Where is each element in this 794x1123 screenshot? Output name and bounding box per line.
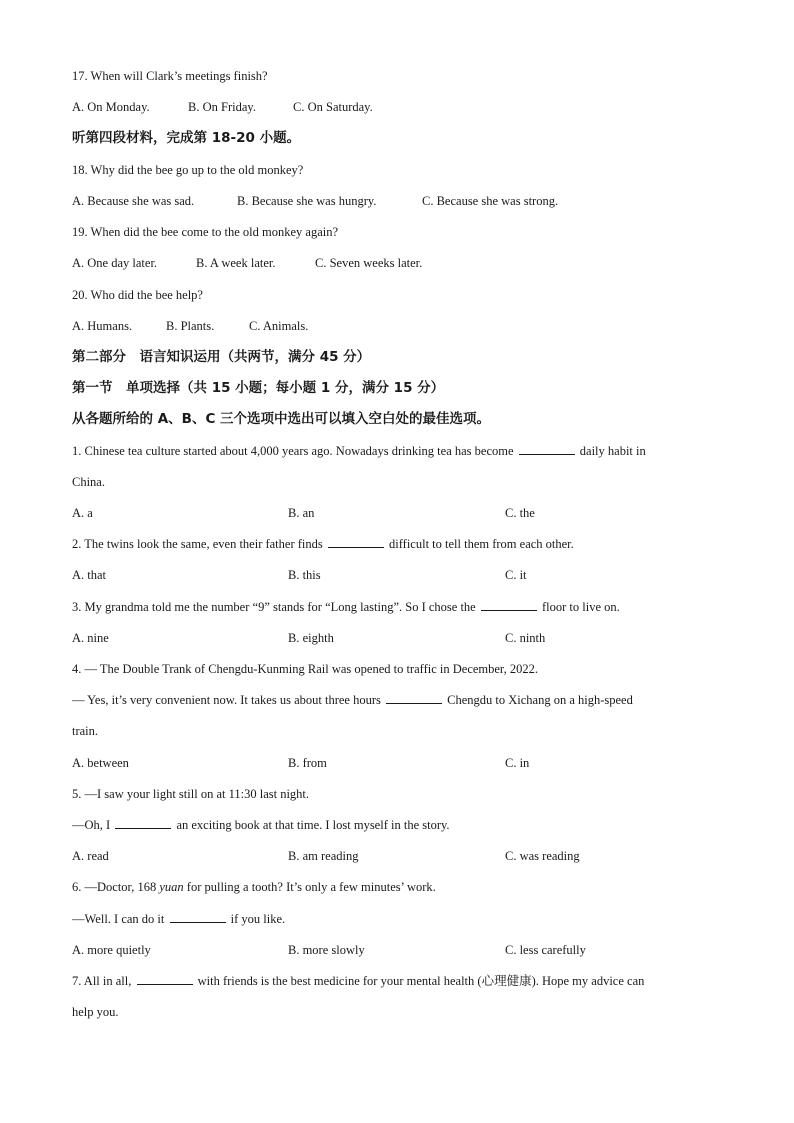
answer-blank	[328, 536, 384, 548]
mc3-stem: 3. My grandma told me the number “9” stands for “Long lasting”. So I chose the floor to live on.	[72, 600, 620, 614]
mc2-option-a: A. that	[72, 568, 107, 582]
q19-option-c: C. Seven weeks later.	[315, 256, 423, 270]
mc1-option-b: B. an	[288, 506, 315, 520]
mc2-option-c: C. it	[505, 568, 527, 582]
mc5-option-c: C. was reading	[505, 849, 580, 863]
q20-option-c: C. Animals.	[249, 319, 309, 333]
mc7-stem: 7. All in all, with friends is the best medicine for your mental health (心理健康). Hope my advice can	[72, 974, 645, 988]
q19-option-a: A. One day later.	[72, 256, 158, 270]
q19-stem: 19. When did the bee come to the old monkey again?	[72, 225, 339, 239]
mc1-stem: 1. Chinese tea culture started about 4,000 years ago. Nowadays drinking tea has become daily habit in	[72, 444, 646, 458]
mc3-option-c: C. ninth	[505, 631, 546, 645]
q19-option-b: B. A week later.	[196, 256, 276, 270]
answer-blank	[170, 911, 226, 923]
mc7-stem-continued: help you.	[72, 1005, 119, 1019]
answer-blank	[386, 692, 442, 704]
q17-option-c: C. On Saturday.	[293, 100, 373, 114]
mc5-option-a: A. read	[72, 849, 109, 863]
q20-option-b: B. Plants.	[166, 319, 215, 333]
mc1-option-c: C. the	[505, 506, 535, 520]
mc6-option-c: C. less carefully	[505, 943, 586, 957]
mc4-line2: — Yes, it’s very convenient now. It takes us about three hours Chengdu to Xichang on a high-speed	[72, 693, 633, 707]
mc5-line2: —Oh, I an exciting book at that time. I lost myself in the story.	[72, 818, 450, 832]
mc4-line1: 4. — The Double Trank of Chengdu-Kunming Rail was opened to traffic in December, 2022.	[72, 662, 538, 676]
mc4-option-b: B. from	[288, 756, 327, 770]
mc6-option-b: B. more slowly	[288, 943, 365, 957]
q20-option-a: A. Humans.	[72, 319, 133, 333]
mc3-option-b: B. eighth	[288, 631, 334, 645]
section1-header: 第一节 单项选择（共 15 小题；每小题 1 分，满分 15 分）	[72, 380, 445, 396]
part2-header: 第二部分 语言知识运用（共两节，满分 45 分）	[72, 349, 371, 365]
mc5-option-b: B. am reading	[288, 849, 359, 863]
mc1-stem-continued: China.	[72, 475, 105, 489]
answer-blank	[519, 443, 575, 455]
mc6-line1: 6. —Doctor, 168 yuan for pulling a tooth? It’s only a few minutes’ work.	[72, 880, 436, 894]
answer-blank	[115, 817, 171, 829]
mc2-stem: 2. The twins look the same, even their father finds difficult to tell them from each other.	[72, 537, 574, 551]
mc4-option-c: C. in	[505, 756, 530, 770]
q20-stem: 20. Who did the bee help?	[72, 288, 203, 302]
mc4-line3: train.	[72, 724, 99, 738]
section4-header: 听第四段材料，完成第 18-20 小题。	[72, 130, 301, 146]
q17-stem: 17. When will Clark’s meetings finish?	[72, 69, 268, 83]
mc3-option-a: A. nine	[72, 631, 109, 645]
mc6-option-a: A. more quietly	[72, 943, 151, 957]
mc2-option-b: B. this	[288, 568, 321, 582]
mc5-line1: 5. —I saw your light still on at 11:30 last night.	[72, 787, 310, 801]
q18-stem: 18. Why did the bee go up to the old monkey?	[72, 163, 304, 177]
q18-option-a: A. Because she was sad.	[72, 194, 195, 208]
answer-blank	[137, 973, 193, 985]
mc1-option-a: A. a	[72, 506, 93, 520]
q17-option-a: A. On Monday.	[72, 100, 150, 114]
instructions: 从各题所给的 A、B、C 三个选项中选出可以填入空白处的最佳选项。	[72, 411, 491, 427]
mc4-option-a: A. between	[72, 756, 129, 770]
q17-option-b: B. On Friday.	[188, 100, 256, 114]
mc6-line2: —Well. I can do it if you like.	[72, 912, 286, 926]
q18-option-c: C. Because she was strong.	[422, 194, 559, 208]
q18-option-b: B. Because she was hungry.	[237, 194, 377, 208]
answer-blank	[481, 599, 537, 611]
